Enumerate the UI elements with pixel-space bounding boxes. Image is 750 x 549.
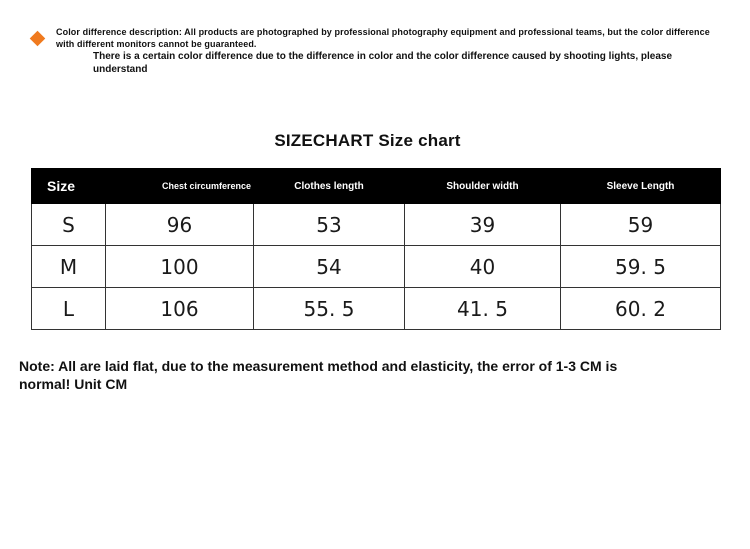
cell-sleeve-length: 59: [561, 204, 721, 246]
cell-shoulder-width: 39: [405, 204, 561, 246]
header-sleeve-length: Sleeve Length: [561, 169, 721, 204]
header-chest-label: Chest circumference: [162, 181, 252, 191]
size-chart-title: SIZECHART Size chart: [274, 131, 461, 150]
header-size: Size: [32, 169, 106, 204]
cell-shoulder-width: 40: [405, 246, 561, 288]
cell-clothes-length: 54: [254, 246, 405, 288]
cell-chest: 106: [106, 288, 254, 330]
cell-size: L: [32, 288, 106, 330]
header-clothes-length: Clothes length: [254, 169, 405, 204]
table-row: [32, 204, 721, 246]
table-row: [32, 288, 721, 330]
cell-sleeve-length: 60. 2: [561, 288, 721, 330]
size-chart-table: [31, 168, 721, 330]
cell-chest: 100: [106, 246, 254, 288]
cell-size: S: [32, 204, 106, 246]
table-header-row: [32, 169, 721, 204]
header-shoulder-width: Shoulder width: [405, 169, 561, 204]
cell-clothes-length: 53: [254, 204, 405, 246]
orange-diamond-icon: [30, 31, 46, 47]
header-chest-circumference: [106, 169, 254, 204]
cell-sleeve-length: 59. 5: [561, 246, 721, 288]
measurement-note: Note: All are laid flat, due to the measurement method and elasticity, the error of 1-3 CM is normal! Unit CM: [19, 358, 618, 392]
color-difference-description: Color difference description: All products are photographed by professional photography equipment and professional teams, but the color difference with different monitors cannot be guaranteed.: [56, 27, 710, 49]
cell-chest: 96: [106, 204, 254, 246]
cell-size: M: [32, 246, 106, 288]
table-row: [32, 246, 721, 288]
color-difference-note: There is a certain color difference due to the difference in color and the color difference caused by shooting lights, please understand: [93, 51, 673, 75]
cell-shoulder-width: 41. 5: [405, 288, 561, 330]
cell-clothes-length: 55. 5: [254, 288, 405, 330]
